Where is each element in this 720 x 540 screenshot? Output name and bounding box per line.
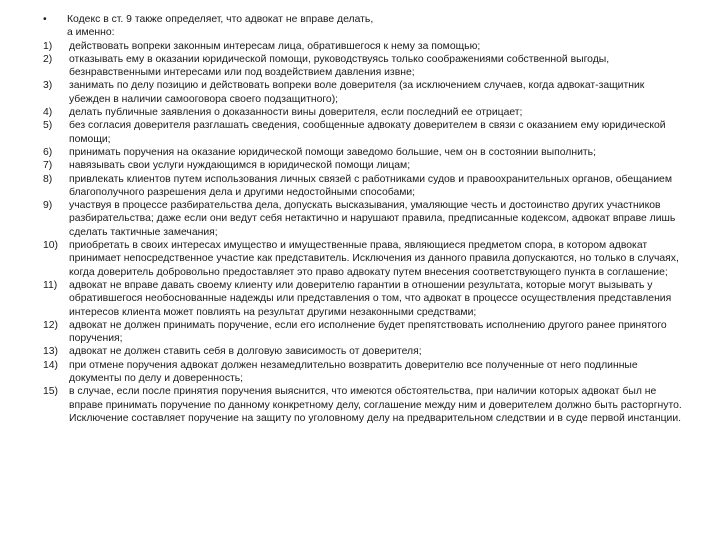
list-item-text: приобретать в своих интересах имущество и имущественные права, являющиеся предметом спора, в котором адвокат принимает непосредственное участие как представитель. Исключения из данного правила допускаются, но только в случаях, когда доверитель добровольно предоставляет это право адвокату путем внесения соответствующего пункта в соглашение; [69,240,679,278]
list-item-number: 11) [43,279,58,291]
list-item [43,53,683,80]
list-item-text: при отмене поручения адвокат должен незамедлительно возвратить доверителю все полученные от него подлинные документы по делу и доверенность; [69,359,638,385]
list-item [43,239,683,279]
list-item-number: 4) [43,107,53,119]
list-item-number: 14) [43,359,59,371]
list-item [43,119,683,146]
list-item-text: участвуя в процессе разбирательства дела, допускать высказывания, умаляющие честь и достоинство других участников разбирательства; даже если они ведут себя нетактично и нарушают правила, предписанные кодексом, адвокат вправе лишь сделать тактичные замечания; [69,200,676,238]
list-item-text: адвокат не вправе давать своему клиенту или доверителю гарантии в отношении результата, которые могут вызывать у обратившегося необоснованные надежды или представления о том, что адвокат в процессе осуществления представления интересов клиента может повлиять на результат другими незаконными средствами; [69,279,672,318]
list-item-text: привлекать клиентов путем использования личных связей с работниками судов и правоохранительных органов, обещанием благополучного разрешения дела и другими недостойными способами; [69,173,672,198]
prohibitions-list [43,40,683,426]
list-item [43,345,683,358]
intro-heading-line-1: Кодекс в ст. 9 также определяет, что адвокат не вправе делать, [67,14,374,25]
list-item-text: адвокат не должен принимать поручение, если его исполнение будет препятствовать исполнению другого ранее принятого поручения; [69,319,667,345]
list-item [43,40,683,53]
intro-heading-line-2: а именно: [67,27,115,39]
document-page [43,13,683,425]
list-item-number: 5) [43,120,53,132]
list-item-text: в случае, если после принятия поручения выяснится, что имеются обстоятельства, при наличии которых адвокат был не вправе принимать поручение по данному конкретному делу, соглашение между ним и доверителем должно быть расторгнуто. Исключение составляет поручение на защиту по уголовному делу на предварительном следствии и в суде первой инстанции. [69,386,682,424]
list-item [43,79,683,106]
list-item-number: 8) [43,173,53,185]
list-item-number: 7) [43,160,53,172]
list-item [43,159,683,172]
list-item [43,199,683,239]
list-item-text: отказывать ему в оказании юридической помощи, руководствуясь только соображениями собственной выгоды, безнравственными интересами или под воздействием давления извне; [69,53,610,79]
list-item-number: 1) [43,40,53,52]
list-item-number: 12) [43,319,59,331]
list-item [43,279,683,319]
list-item [43,173,683,200]
list-item-text: занимать по делу позицию и действовать вопреки воле доверителя (за исключением случаев, когда адвокат-защитник убежден в наличии самооговора своего подзащитного); [69,80,645,105]
list-item-text: действовать вопреки законным интересам лица, обратившегося к нему за помощью; [69,40,481,52]
intro-heading [43,13,683,40]
list-item-text: навязывать свои услуги нуждающимся в юридической помощи лицам; [69,160,411,172]
list-item-text: делать публичные заявления о доказанности вины доверителя, если последний ее отрицает; [69,107,523,119]
list-item-text: принимать поручения на оказание юридической помощи заведомо большие, чем он в состоянии выполнить; [69,146,596,158]
list-item-number: 9) [43,200,53,212]
list-item-number: 3) [43,80,53,92]
list-item-number: 13) [43,346,59,358]
list-item-text: без согласия доверителя разглашать сведения, сообщенные адвокату доверителем в связи с оказанием ему юридической помощи; [69,120,666,145]
list-item [43,319,683,346]
list-item [43,106,683,119]
list-item-number: 15) [43,386,59,398]
list-item-number: 6) [43,146,53,158]
list-item [43,146,683,159]
list-item [43,385,683,425]
list-item-number: 2) [43,53,53,65]
list-item-text: адвокат не должен ставить себя в долговую зависимость от доверителя; [69,346,422,358]
list-item-number: 10) [43,240,59,252]
bullet-icon: • [43,14,47,25]
list-item [43,359,683,386]
